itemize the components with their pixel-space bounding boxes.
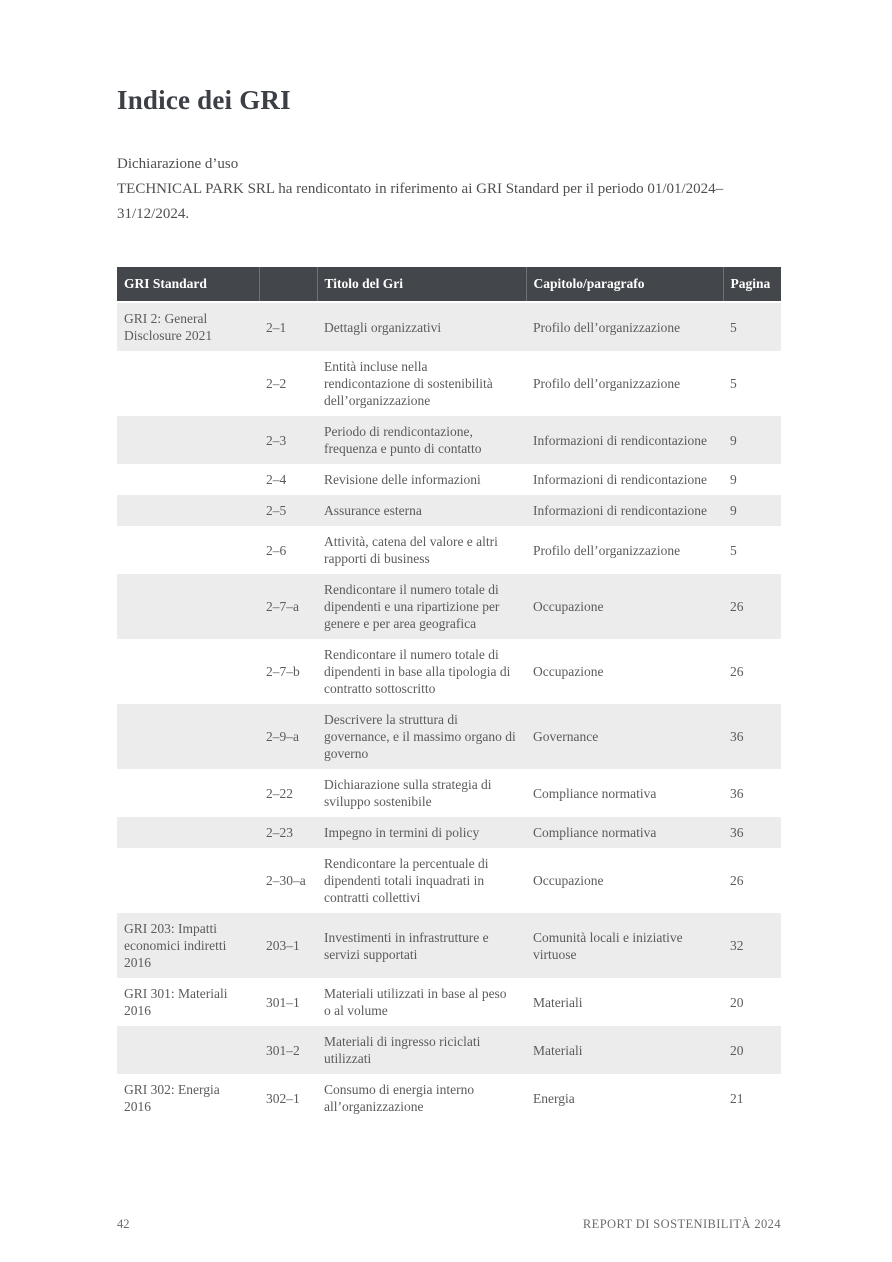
cell-page: 5	[730, 542, 737, 558]
cell-standard: GRI 302: Energia 2016	[124, 1082, 220, 1114]
table-row	[117, 848, 781, 913]
page-title: Indice dei GRI	[117, 85, 291, 115]
table-row	[117, 351, 781, 416]
page-content	[117, 0, 781, 1122]
footer-report-name: REPORT DI SOSTENIBILITÀ 2024	[582, 1217, 781, 1231]
cell-chapter: Informazioni di rendicontazione	[533, 503, 707, 518]
declaration-block	[117, 152, 781, 227]
cell-title: Materiali di ingresso riciclati utilizzati	[324, 1034, 481, 1066]
cell-page: 5	[730, 376, 737, 391]
table-row	[117, 302, 781, 351]
table-row	[117, 978, 781, 1026]
cell-title: Consumo di energia interno all’organizzazione	[324, 1082, 475, 1114]
cell-code: 2–5	[266, 503, 287, 518]
cell-code: 2–2	[266, 376, 287, 391]
cell-standard	[117, 1026, 259, 1074]
cell-title: Dettagli organizzativi	[324, 319, 442, 335]
cell-page: 36	[730, 729, 744, 744]
cell-page: 36	[730, 785, 744, 801]
cell-page: 20	[730, 994, 744, 1010]
cell-title: Periodo di rendicontazione, frequenza e punto di contatto	[324, 424, 482, 456]
cell-code: 302–1	[266, 1090, 300, 1106]
header-pagina: Pagina	[723, 267, 781, 302]
cell-code: 203–1	[266, 938, 300, 953]
cell-page: 20	[730, 1042, 744, 1058]
cell-chapter: Occupazione	[533, 599, 604, 614]
cell-standard	[117, 769, 259, 817]
header-gri-standard: GRI Standard	[117, 267, 259, 302]
cell-title: Descrivere la struttura di governance, e il massimo organo di governo	[324, 712, 516, 761]
cell-page: 32	[730, 938, 744, 953]
cell-code: 301–2	[266, 1042, 300, 1058]
cell-standard: GRI 2: General Disclosure 2021	[124, 311, 213, 343]
cell-chapter: Comunità locali e iniziative virtuose	[533, 929, 683, 962]
cell-title: Assurance esterna	[324, 503, 422, 518]
cell-chapter: Profilo dell’organizzazione	[533, 376, 681, 391]
cell-standard	[117, 848, 259, 913]
cell-title: Rendicontare il numero totale di dipendenti e una ripartizione per genere e per area geografica	[324, 582, 500, 631]
cell-chapter: Compliance normativa	[533, 785, 657, 801]
gri-index-table	[117, 267, 781, 1122]
cell-title: Attività, catena del valore e altri rapporti di business	[324, 534, 498, 566]
cell-chapter: Occupazione	[533, 664, 604, 679]
cell-standard: GRI 301: Materiali 2016	[124, 986, 228, 1018]
table-row	[117, 1026, 781, 1074]
cell-title: Rendicontare il numero totale di dipendenti in base alla tipologia di contratto sottoscritto	[324, 647, 511, 696]
table-header	[117, 267, 781, 302]
cell-page: 26	[730, 599, 744, 614]
cell-code: 2–7–a	[266, 599, 299, 614]
cell-standard	[117, 817, 259, 848]
cell-code: 2–30–a	[266, 873, 306, 888]
cell-standard	[117, 574, 259, 639]
cell-page: 9	[730, 432, 737, 448]
table-header-row	[117, 267, 781, 302]
cell-standard	[117, 526, 259, 574]
cell-page: 26	[730, 873, 744, 888]
header-capitolo: Capitolo/paragrafo	[526, 267, 723, 302]
cell-title: Materiali utilizzati in base al peso o al volume	[324, 986, 507, 1018]
cell-chapter: Informazioni di rendicontazione	[533, 472, 707, 487]
cell-code: 301–1	[266, 994, 300, 1010]
cell-chapter: Informazioni di rendicontazione	[533, 432, 707, 448]
cell-page: 9	[730, 503, 737, 518]
table-row	[117, 1074, 781, 1122]
cell-title: Revisione delle informazioni	[324, 472, 481, 487]
page-footer	[117, 1217, 781, 1232]
table-body	[117, 302, 781, 1122]
cell-chapter: Governance	[533, 729, 599, 744]
table-row	[117, 416, 781, 464]
cell-standard: GRI 203: Impatti economici indiretti 2016	[124, 921, 227, 970]
cell-title: Dichiarazione sulla strategia di sviluppo sostenibile	[324, 777, 492, 809]
cell-chapter: Materiali	[533, 1042, 583, 1058]
cell-chapter: Compliance normativa	[533, 825, 657, 840]
cell-standard	[117, 416, 259, 464]
cell-page: 21	[730, 1090, 744, 1106]
cell-title: Investimenti in infrastrutture e servizi supportati	[324, 929, 489, 962]
cell-code: 2–9–a	[266, 729, 299, 744]
cell-title: Rendicontare la percentuale di dipendenti totali inquadrati in contratti collettivi	[324, 856, 489, 905]
table-row	[117, 769, 781, 817]
cell-title: Impegno in termini di policy	[324, 825, 480, 840]
cell-code: 2–23	[266, 825, 293, 840]
table-row	[117, 639, 781, 704]
cell-chapter: Energia	[533, 1090, 575, 1106]
cell-code: 2–3	[266, 432, 287, 448]
table-row	[117, 817, 781, 848]
header-titolo: Titolo del Gri	[317, 267, 526, 302]
table-row	[117, 464, 781, 495]
footer-page-number: 42	[117, 1217, 130, 1231]
cell-code: 2–22	[266, 785, 293, 801]
cell-page: 36	[730, 825, 744, 840]
cell-chapter: Profilo dell’organizzazione	[533, 542, 681, 558]
cell-standard	[117, 639, 259, 704]
cell-chapter: Materiali	[533, 994, 583, 1010]
table-row	[117, 704, 781, 769]
cell-page: 26	[730, 664, 744, 679]
cell-standard	[117, 351, 259, 416]
cell-standard	[117, 495, 259, 526]
table-row	[117, 495, 781, 526]
header-code	[259, 267, 317, 302]
cell-standard	[117, 464, 259, 495]
cell-chapter: Profilo dell’organizzazione	[533, 319, 681, 335]
cell-title: Entità incluse nella rendicontazione di sostenibilità dell’organizzazione	[324, 359, 493, 408]
cell-code: 2–1	[266, 319, 287, 335]
cell-page: 5	[730, 319, 737, 335]
table-row	[117, 574, 781, 639]
declaration-label: Dichiarazione d’uso	[117, 156, 239, 172]
declaration-text: TECHNICAL PARK SRL ha rendicontato in riferimento ai GRI Standard per il periodo 01/01/2024–31/12/2024.	[117, 181, 724, 222]
cell-code: 2–6	[266, 542, 287, 558]
cell-chapter: Occupazione	[533, 873, 604, 888]
cell-standard	[117, 704, 259, 769]
table-row	[117, 526, 781, 574]
cell-code: 2–7–b	[266, 664, 300, 679]
cell-page: 9	[730, 472, 737, 487]
cell-code: 2–4	[266, 472, 287, 487]
table-row	[117, 913, 781, 978]
